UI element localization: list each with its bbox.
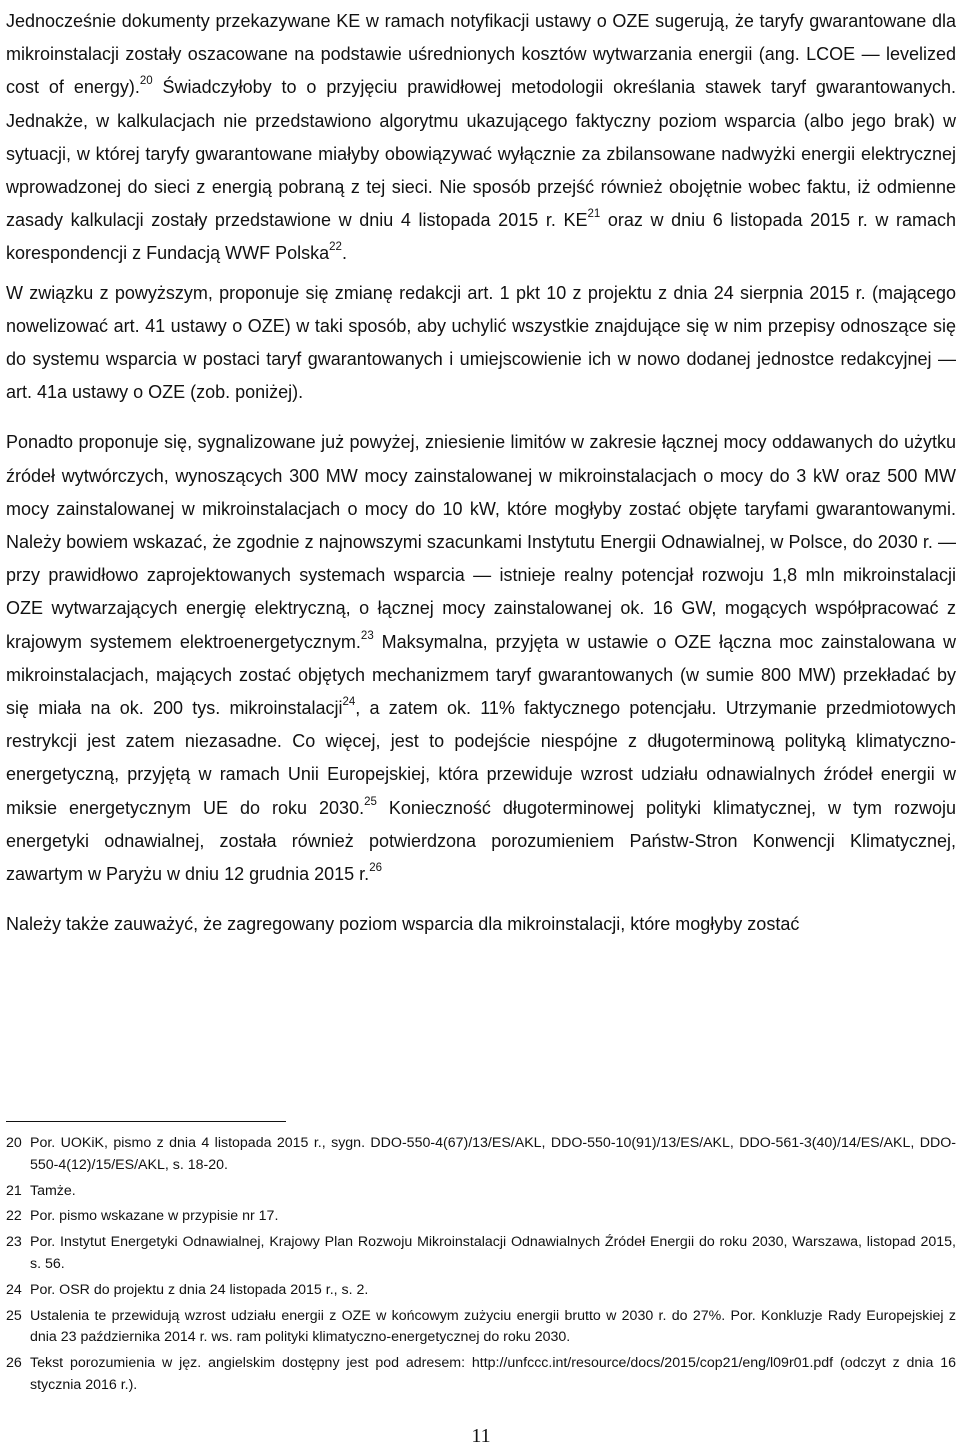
paragraph-text: Jednocześnie dokumenty przekazywane KE w ramach notyfikacji ustawy o OZE sugerują, że taryfy gwarantowane dla mikroinstalacji zostały oszacowane na podstawie uśrednionych kosztów wytwarzania energii (ang. LCOE ― levelized cost of energy). bbox=[6, 11, 956, 98]
footnote-reference: 21 bbox=[587, 208, 601, 221]
footnote-number: 23 bbox=[6, 1234, 22, 1251]
footnote-20 bbox=[6, 1133, 956, 1177]
footnote-number: 25 bbox=[6, 1307, 22, 1324]
footnote-text: Tamże. bbox=[30, 1182, 76, 1199]
footnote-reference: 23 bbox=[360, 629, 374, 642]
footnote-text: Por. OSR do projektu z dnia 24 listopada 2015 r., s. 2. bbox=[30, 1281, 369, 1298]
paragraph-notification-tariffs bbox=[6, 5, 956, 271]
paragraph-proposed-amendment bbox=[6, 277, 956, 410]
footnote-26 bbox=[6, 1353, 956, 1397]
footnote-text: Ustalenia te przewidują wzrost udziału energii z OZE w końcowym zużyciu energii brutto w 2030 r. do 27%. Por. Konkluzje Rady Europejskiej z dnia 23 października 2014 r. ws. ram polityki klimatyczno-energetycznej do roku 2030. bbox=[30, 1307, 956, 1346]
footnote-23 bbox=[6, 1232, 956, 1276]
paragraph-capacity-limits bbox=[6, 426, 956, 891]
footnote-number: 22 bbox=[6, 1208, 22, 1225]
footnotes-list bbox=[6, 1133, 956, 1401]
paragraph-text: Maksymalna, przyjęta w ustawie o OZE łączna moc zainstalowana w mikroinstalacjach, mających zostać objętych mechanizmem taryf gwarantowanych (w sumie 800 MW) przekładać by się miała na ok. 200 tys. mikroinstalacji bbox=[6, 631, 956, 719]
footnote-number: 21 bbox=[6, 1182, 22, 1199]
paragraph-text: Należy także zauważyć, że zagregowany poziom wsparcia dla mikroinstalacji, które mogłyby zostać bbox=[6, 914, 800, 935]
footnote-number: 20 bbox=[6, 1135, 22, 1151]
footnote-reference: 24 bbox=[342, 696, 356, 709]
footnote-reference: 25 bbox=[364, 795, 377, 808]
footnote-text: Por. UOKiK, pismo z dnia 4 listopada 2015 r., sygn. DDO-550-4(67)/13/ES/AKL, DDO-550-10(91)/13/ES/AKL, DDO-561-3(40)/14/ES/AKL, DDO-550-4(12)/15/ES/AKL, s. 18-20. bbox=[30, 1135, 956, 1173]
footnote-text: Tekst porozumienia w jęz. angielskim dostępny jest pod adresem: http://unfccc.int/resource/docs/2015/cop21/eng/l09r01.pdf (odczyt z dnia 16 stycznia 2016 r.). bbox=[30, 1355, 956, 1393]
footnote-number: 26 bbox=[6, 1355, 22, 1372]
paragraph-text: oraz w dniu 6 listopada 2015 r. w ramach korespondencji z Fundacją WWF Polska bbox=[6, 210, 957, 264]
paragraph-text: Świadczyłoby to o przyjęciu prawidłowej metodologii określania stawek taryf gwarantowanych. Jednakże, w kalkulacjach nie przedstawiono algorytmu ukazującego faktyczny poziom wsparcia (albo jego brak) w sytuacji, w której taryfy gwarantowane miałyby obowiązywać wyłącznie za zbilansowane nadwyżki energii elektrycznej wprowadzonej do sieci z energią pobraną z tej sieci. Nie sposób przejść również obojętnie wobec faktu, iż odmienne zasady kalkulacji zostały przedstawione w dniu 4 listopada 2015 r. KE bbox=[6, 77, 956, 231]
footnote-number: 24 bbox=[6, 1281, 22, 1298]
footnote-25 bbox=[6, 1306, 956, 1350]
paragraph-text: . bbox=[341, 243, 347, 264]
paragraph-aggregate-support bbox=[6, 908, 956, 941]
footnote-22 bbox=[6, 1206, 956, 1228]
footnote-separator bbox=[6, 1121, 286, 1122]
paragraph-text: W związku z powyższym, proponuje się zmianę redakcji art. 1 pkt 10 z projektu z dnia 24 sierpnia 2015 r. (mającego nowelizować art. 41 ustawy o OZE) w taki sposób, aby uchylić wszystkie znajdujące się w nim przepisy odnoszące się do systemu wsparcia w postaci taryf gwarantowanych i umiejscowienie ich w nowo dodanej jednostce redakcyjnej ― art. 41a ustawy o OZE (zob. poniżej). bbox=[6, 282, 956, 403]
page-number: 11 bbox=[471, 1425, 491, 1447]
footnote-text: Por. Instytut Energetyki Odnawialnej, Krajowy Plan Rozwoju Mikroinstalacji Odnawialnych Źródeł Energii do roku 2030, Warszawa, listopad 2015, s. 56. bbox=[30, 1234, 956, 1272]
footnote-24 bbox=[6, 1280, 956, 1302]
footnote-reference: 22 bbox=[329, 241, 342, 254]
footnote-21 bbox=[6, 1181, 956, 1203]
paragraph-text: , a zatem ok. 11% faktycznego potencjału. Utrzymanie przedmiotowych restrykcji jest zatem niezasadne. Co więcej, jest to podejście niespójne z długoterminową polityką klimatyczno-energetyczną, przyjętą w ramach Unii Europejskiej, która przewiduje wzrost udziału odnawialnych źródeł energii w miksie energetycznym UE do roku 2030. bbox=[6, 698, 957, 818]
document-page bbox=[6, 0, 957, 1447]
footnote-text: Por. pismo wskazane w przypisie nr 17. bbox=[30, 1208, 279, 1225]
footnote-reference: 26 bbox=[369, 862, 382, 875]
paragraph-text: Ponadto proponuje się, sygnalizowane już powyżej, zniesienie limitów w zakresie łącznej mocy oddawanych do użytku źródeł wytwórczych, wynoszących 300 MW mocy zainstalowanej w mikroinstalacjach o mocy do 3 kW oraz 500 MW mocy zainstalowanej w mikroinstalacjach o mocy do 10 kW, które mogłyby zostać objęte taryfami gwarantowanymi. Należy bowiem wskazać, że zgodnie z najnowszymi szacunkami Instytutu Energii Odnawialnej, w Polsce, do 2030 r. ― przy prawidłowo zaprojektowanych systemach wsparcia ― istnieje realny potencjał rozwoju 1,8 mln mikroinstalacji OZE wytwarzających energię elektryczną, o łącznej mocy zainstalowanej ok. 16 GW, mogących współpracować z krajowym systemem elektroenergetycznym. bbox=[6, 432, 956, 652]
footnote-reference: 20 bbox=[139, 75, 153, 88]
paragraph-text: Konieczność długoterminowej polityki klimatycznej, w tym rozwoju energetyki odnawialnej, została również potwierdzona porozumieniem Państw-Stron Konwencji Klimatycznej, zawartym w Paryżu w dniu 12 grudnia 2015 r. bbox=[6, 797, 956, 885]
